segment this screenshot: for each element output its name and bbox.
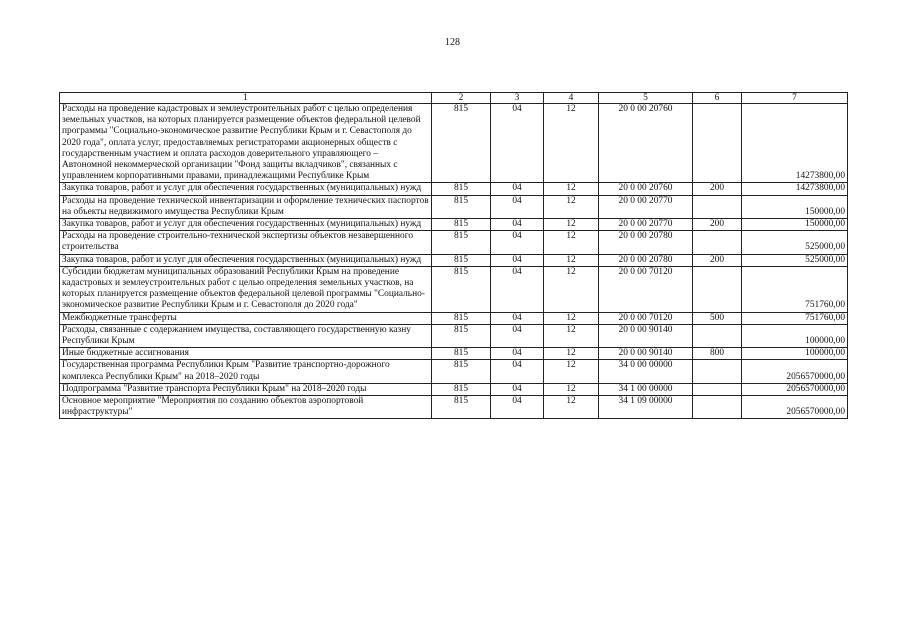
row-name-cell: Основное мероприятие "Мероприятия по созданию объектов аэропортовой инфраструктуры" — [60, 396, 432, 419]
row-name-cell: Подпрограмма "Развитие транспорта Республики Крым" на 2018–2020 годы — [60, 383, 432, 395]
expense-type-cell — [693, 324, 742, 347]
expense-type-cell: 500 — [693, 312, 742, 324]
expense-type-cell — [693, 360, 742, 383]
section-code-cell: 04 — [491, 219, 544, 231]
admin-code-cell: 815 — [432, 266, 491, 312]
section-code-cell: 04 — [491, 254, 544, 266]
table-row — [60, 219, 848, 231]
table-header-row — [60, 93, 848, 104]
table-row — [60, 312, 848, 324]
amount-cell: 2056570000,00 — [742, 383, 848, 395]
subsection-code-cell: 12 — [544, 383, 599, 395]
header-cell-4: 4 — [544, 93, 599, 104]
row-name-cell: Закупка товаров, работ и услуг для обеспечения государственных (муниципальных) нужд — [60, 219, 432, 231]
subsection-code-cell: 12 — [544, 254, 599, 266]
table-row — [60, 348, 848, 360]
header-cell-2: 2 — [432, 93, 491, 104]
table-row — [60, 104, 848, 183]
admin-code-cell: 815 — [432, 104, 491, 183]
admin-code-cell: 815 — [432, 383, 491, 395]
amount-cell: 525000,00 — [742, 254, 848, 266]
header-cell-1: 1 — [60, 93, 432, 104]
header-cell-6: 6 — [693, 93, 742, 104]
table-row — [60, 183, 848, 195]
subsection-code-cell: 12 — [544, 183, 599, 195]
expense-type-cell — [693, 104, 742, 183]
section-code-cell: 04 — [491, 360, 544, 383]
row-name-cell: Расходы на проведение кадастровых и землеустроительных работ с целью определения земельных участков, на которых планируется размещение объектов федеральной целевой программы "Социально-экономическое развитие Республики Крым и г. Севастополя до 2020 года", оплата услуг, предоставляемых регистраторами акционерных обществ с государственным участием и оплата расходов доверительного управляющего – Автономной некоммерческой организации "Фонд защиты вкладчиков", связанных с управлением корпоративными правами, принадлежащими Республике Крым — [60, 104, 432, 183]
expense-type-cell: 800 — [693, 348, 742, 360]
amount-cell: 100000,00 — [742, 348, 848, 360]
expense-type-cell — [693, 195, 742, 218]
table-row — [60, 324, 848, 347]
expense-type-cell: 200 — [693, 254, 742, 266]
row-name-cell: Закупка товаров, работ и услуг для обеспечения государственных (муниципальных) нужд — [60, 183, 432, 195]
amount-cell: 2056570000,00 — [742, 396, 848, 419]
target-article-cell: 20 0 00 70120 — [599, 312, 693, 324]
expense-type-cell: 200 — [693, 183, 742, 195]
section-code-cell: 04 — [491, 104, 544, 183]
admin-code-cell: 815 — [432, 231, 491, 254]
row-name-cell: Расходы на проведение технической инвентаризации и оформление технических паспортов на объекты недвижимого имущества Республики Крым — [60, 195, 432, 218]
amount-cell: 525000,00 — [742, 231, 848, 254]
amount-cell: 150000,00 — [742, 219, 848, 231]
target-article-cell: 20 0 00 90140 — [599, 324, 693, 347]
subsection-code-cell: 12 — [544, 195, 599, 218]
table-row — [60, 383, 848, 395]
target-article-cell: 20 0 00 70120 — [599, 266, 693, 312]
subsection-code-cell: 12 — [544, 104, 599, 183]
admin-code-cell: 815 — [432, 183, 491, 195]
target-article-cell: 34 0 00 00000 — [599, 360, 693, 383]
admin-code-cell: 815 — [432, 254, 491, 266]
target-article-cell: 20 0 00 20770 — [599, 195, 693, 218]
section-code-cell: 04 — [491, 183, 544, 195]
table-row — [60, 360, 848, 383]
row-name-cell: Государственная программа Республики Крым "Развитие транспортно-дорожного комплекса Республики Крым" на 2018–2020 годы — [60, 360, 432, 383]
table-row — [60, 254, 848, 266]
subsection-code-cell: 12 — [544, 231, 599, 254]
table-row — [60, 195, 848, 218]
section-code-cell: 04 — [491, 231, 544, 254]
subsection-code-cell: 12 — [544, 312, 599, 324]
amount-cell: 100000,00 — [742, 324, 848, 347]
target-article-cell: 20 0 00 20760 — [599, 104, 693, 183]
admin-code-cell: 815 — [432, 348, 491, 360]
table-row — [60, 231, 848, 254]
header-cell-7: 7 — [742, 93, 848, 104]
amount-cell: 14273800,00 — [742, 104, 848, 183]
target-article-cell: 20 0 00 90140 — [599, 348, 693, 360]
amount-cell: 2056570000,00 — [742, 360, 848, 383]
admin-code-cell: 815 — [432, 312, 491, 324]
row-name-cell: Иные бюджетные ассигнования — [60, 348, 432, 360]
subsection-code-cell: 12 — [544, 266, 599, 312]
subsection-code-cell: 12 — [544, 219, 599, 231]
subsection-code-cell: 12 — [544, 396, 599, 419]
admin-code-cell: 815 — [432, 195, 491, 218]
admin-code-cell: 815 — [432, 360, 491, 383]
section-code-cell: 04 — [491, 396, 544, 419]
amount-cell: 14273800,00 — [742, 183, 848, 195]
target-article-cell: 34 1 09 00000 — [599, 396, 693, 419]
section-code-cell: 04 — [491, 324, 544, 347]
table-row — [60, 396, 848, 419]
row-name-cell: Субсидии бюджетам муниципальных образований Республики Крым на проведение кадастровых и землеустроительных работ с целью определения земельных участков, на которых планируется размещение объектов федеральной целевой программы "Социально-экономическое развитие Республики Крым и г. Севастополя до 2020 года" — [60, 266, 432, 312]
expense-type-cell — [693, 396, 742, 419]
budget-table — [59, 92, 848, 419]
section-code-cell: 04 — [491, 312, 544, 324]
section-code-cell: 04 — [491, 383, 544, 395]
row-name-cell: Закупка товаров, работ и услуг для обеспечения государственных (муниципальных) нужд — [60, 254, 432, 266]
target-article-cell: 20 0 00 20780 — [599, 231, 693, 254]
expense-type-cell — [693, 266, 742, 312]
row-name-cell: Межбюджетные трансферты — [60, 312, 432, 324]
subsection-code-cell: 12 — [544, 324, 599, 347]
admin-code-cell: 815 — [432, 396, 491, 419]
page-number: 128 — [445, 37, 460, 48]
amount-cell: 150000,00 — [742, 195, 848, 218]
subsection-code-cell: 12 — [544, 360, 599, 383]
admin-code-cell: 815 — [432, 324, 491, 347]
amount-cell: 751760,00 — [742, 266, 848, 312]
amount-cell: 751760,00 — [742, 312, 848, 324]
target-article-cell: 20 0 00 20780 — [599, 254, 693, 266]
header-cell-5: 5 — [599, 93, 693, 104]
target-article-cell: 34 1 00 00000 — [599, 383, 693, 395]
row-name-cell: Расходы на проведение строительно-технической экспертизы объектов незавершенного строительства — [60, 231, 432, 254]
target-article-cell: 20 0 00 20760 — [599, 183, 693, 195]
row-name-cell: Расходы, связанные с содержанием имущества, составляющего государственную казну Республики Крым — [60, 324, 432, 347]
table-row — [60, 266, 848, 312]
subsection-code-cell: 12 — [544, 348, 599, 360]
expense-type-cell — [693, 383, 742, 395]
header-cell-3: 3 — [491, 93, 544, 104]
section-code-cell: 04 — [491, 266, 544, 312]
expense-type-cell: 200 — [693, 219, 742, 231]
section-code-cell: 04 — [491, 348, 544, 360]
section-code-cell: 04 — [491, 195, 544, 218]
target-article-cell: 20 0 00 20770 — [599, 219, 693, 231]
admin-code-cell: 815 — [432, 219, 491, 231]
expense-type-cell — [693, 231, 742, 254]
